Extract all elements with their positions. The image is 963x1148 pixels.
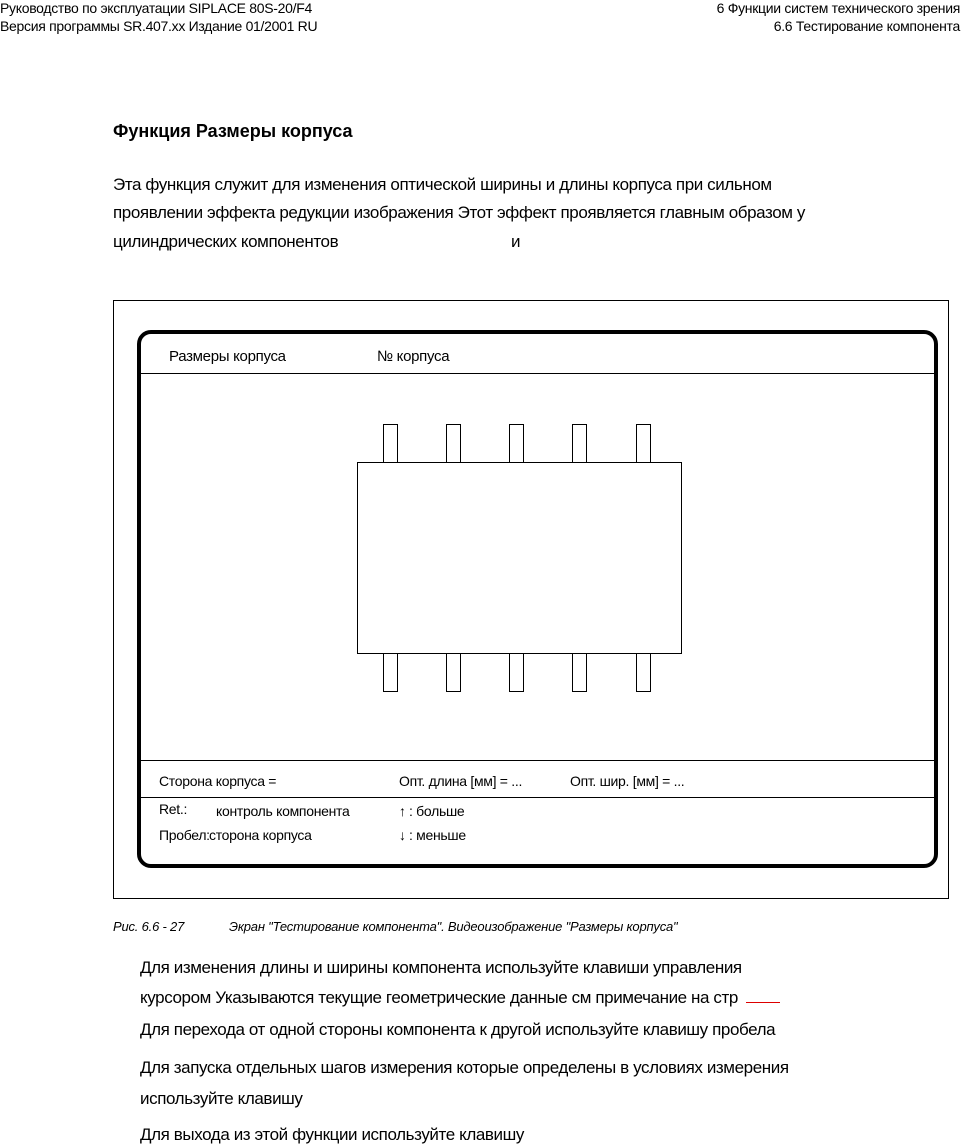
component-pin [509,424,524,463]
header-chapter: 6 Функции систем технического зрения [716,0,960,16]
instruction-text: курсором Указываются текущие геометрические данные см примечание на стр [140,988,738,1007]
instruction-line: Для перехода от одной стороны компонента к другой используйте клавишу пробела [140,1020,776,1039]
ret-action: контроль компонента [216,803,350,819]
up-action: : больше [409,803,465,819]
space-action: сторона корпуса [209,827,312,843]
component-pin [572,653,587,692]
opt-length-value: Опт. длина [мм] = ... [399,773,523,789]
header-section: 6.6 Тестирование компонента [773,18,960,34]
component-pin [383,653,398,692]
component-pin [383,424,398,463]
down-action: : меньше [409,827,466,843]
component-pin [446,653,461,692]
divider [141,797,934,798]
intro-line: и [511,232,521,251]
component-body [357,462,682,654]
arrow-up-icon: ↑ [399,803,406,819]
figure-caption: Экран "Тестирование компонента". Видеоизображение "Размеры корпуса" [229,919,678,934]
component-pin [636,653,651,692]
page-reference-link[interactable] [746,990,780,1003]
intro-line: Эта функция служит для изменения оптической ширины и длины корпуса при сильном [113,175,772,194]
instruction-line: Для запуска отдельных шагов измерения которые определены в условиях измерения [140,1058,789,1077]
header-version: Версия программы SR.407.xx Издание 01/2001 RU [0,18,318,34]
divider [141,373,934,374]
header-manual-title: Руководство по эксплуатации SIPLACE 80S-20/F4 [0,0,312,16]
side-label: Сторона корпуса = [159,773,277,789]
intro-line: цилиндрических компонентов [113,232,339,251]
instruction-line: используйте клавишу [140,1089,303,1108]
page-title: Функция Размеры корпуса [113,121,353,141]
space-key: Пробел: [159,827,210,843]
arrow-down-icon: ↓ [399,827,406,843]
figure-number: Рис. 6.6 - 27 [113,919,185,934]
instruction-line: Для изменения длины и ширины компонента используйте клавиши управления [140,958,742,977]
instruction-line: Для выхода из этой функции используйте клавишу [140,1125,524,1144]
screen-title: Размеры корпуса [169,348,286,365]
component-pin [446,424,461,463]
instruction-line [140,988,780,1008]
divider [141,760,934,761]
component-pin [636,424,651,463]
ret-key: Ret.: [159,801,188,817]
opt-width-value: Опт. шир. [мм] = ... [570,773,685,789]
component-pin [509,653,524,692]
component-pin [572,424,587,463]
intro-line: проявлении эффекта редукции изображения Этот эффект проявляется главным образом у [113,203,806,222]
case-number-label: № корпуса [377,348,450,365]
